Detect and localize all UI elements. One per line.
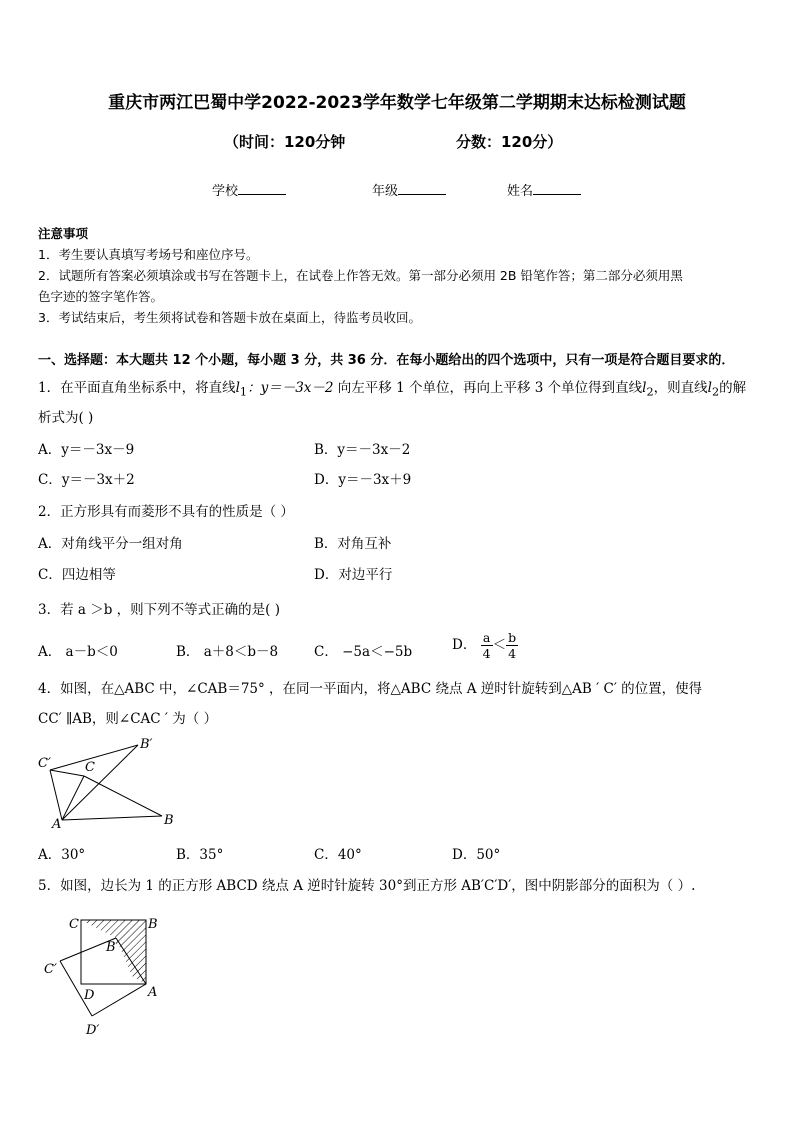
grade-field — [372, 180, 446, 199]
q2-option-c: C．四边相等 — [38, 567, 116, 583]
question-1 — [38, 376, 746, 399]
q4-edge-a-b — [62, 816, 162, 820]
q1-text-c: ，则直线 — [653, 380, 708, 396]
q3-d-prefix: D． — [452, 637, 477, 653]
q3-d-num-a: a — [481, 630, 493, 646]
q4-option-d: D．50° — [452, 847, 501, 863]
q2-option-a: A．对角线平分一组对角 — [38, 536, 183, 552]
exam-score: 分数：120分） — [456, 133, 563, 151]
question-3: 3．若 a ＞b ，则下列不等式正确的是( ) — [38, 602, 280, 618]
q3-d-num-b: b — [508, 630, 517, 645]
q1-option-b: B．y＝－3x－2 — [314, 442, 411, 458]
q3-d-frac-a — [481, 630, 493, 661]
q5-edge-dprime-a — [92, 984, 146, 1016]
notice-item-2: 2．试题所有答案必须填涂或书写在答题卡上，在试卷上作答无效。第一部分必须用 2B 铅笔作答；第二部分必须用黑 — [38, 268, 683, 283]
school-label: 学校 — [212, 184, 239, 199]
grade-label: 年级 — [372, 184, 399, 199]
q5-label-b: B — [148, 917, 158, 932]
q3-d-den-b: 4 — [508, 646, 517, 661]
q4-edge-cprime-c — [50, 770, 84, 776]
exam-title: 重庆市两江巴蜀中学2022-2023学年数学七年级第二学期期末达标检测试题 — [108, 93, 686, 113]
q1-option-a: A．y＝－3x－9 — [38, 442, 135, 458]
section-heading: 一、选择题：本大题共 12 个小题，每小题 3 分，共 36 分．在每小题给出的四个选项中，只有一项是符合题目要求的． — [38, 353, 735, 368]
q4-option-c: C．40° — [314, 847, 362, 863]
q1-l2: l — [642, 380, 647, 396]
q5-label-c: C — [69, 917, 79, 932]
q4-label-b: B — [164, 813, 174, 828]
q4-edge-cprime-a — [50, 770, 62, 820]
school-field — [212, 180, 286, 199]
q1-equation: ：y＝－3x－2 — [247, 380, 334, 396]
q5-label-bprime: B′ — [106, 940, 119, 955]
q3-d-den-a: 4 — [482, 646, 491, 661]
name-blank — [533, 182, 581, 195]
q5-label-d: D — [84, 988, 95, 1003]
q4-figure — [30, 732, 190, 832]
question-4-line1: 4．如图，在△ABC 中，∠CAB＝75° ，在同一平面内，将△ABC 绕点 A 逆时针旋转到△AB ′ C′ 的位置，使得 — [38, 681, 703, 697]
question-5: 5．如图，边长为 1 的正方形 ABCD 绕点 A 逆时针旋转 30°到正方形 AB′C′D′，图中阴影部分的面积为（ ）. — [38, 878, 696, 894]
q3-option-c: C． −5a＜−5b — [314, 644, 413, 660]
exam-time: （时间：120分钟 — [224, 133, 346, 151]
q2-option-d: D．对边平行 — [314, 567, 393, 583]
q1-option-d: D．y＝－3x＋9 — [314, 472, 412, 488]
q4-label-bprime: B′ — [140, 737, 153, 752]
q1-option-c: C．y＝－3x＋2 — [38, 472, 135, 488]
q5-label-dprime: D′ — [86, 1023, 100, 1038]
q1-l2-sub: 2 — [646, 385, 654, 399]
q5-label-a: A — [148, 985, 158, 1000]
notice-title: 注意事项 — [38, 226, 89, 241]
q1-l1: l — [235, 380, 240, 396]
question-4-line2: CC′ ∥AB，则∠CAC ′ 为（ ） — [38, 711, 218, 727]
q3-d-frac-b — [506, 630, 518, 661]
notice-item-2-cont: 色字迹的签字笔作答。 — [38, 289, 164, 304]
q1-l3-sub: 2 — [711, 385, 720, 399]
q1-text-b: 向左平移 1 个单位，再向上平移 3 个单位得到直线 — [333, 380, 643, 396]
q2-option-b: B．对角互补 — [314, 536, 392, 552]
question-1-line2: 析式为( ) — [38, 410, 94, 426]
q4-label-cprime: C′ — [38, 756, 51, 771]
q4-option-a: A．30° — [38, 847, 86, 863]
q4-edge-c-b — [84, 776, 162, 816]
school-blank — [238, 182, 286, 195]
notice-item-1: 1．考生要认真填写考场号和座位序号。 — [38, 247, 259, 262]
q4-option-b: B．35° — [176, 847, 224, 863]
notice-item-3: 3．考试结束后，考生须将试卷和答题卡放在桌面上，待监考员收回。 — [38, 310, 421, 325]
q1-text-d: 的解 — [719, 380, 747, 396]
q1-l3: l — [707, 380, 712, 396]
q3-option-b: B． a＋8＜b－8 — [176, 644, 279, 660]
q1-text-a: 1．在平面直角坐标系中，将直线 — [38, 380, 236, 396]
q4-edge-c-a — [62, 776, 84, 820]
q3-option-a: A． a－b＜0 — [38, 644, 118, 660]
q5-label-cprime: C′ — [44, 962, 57, 977]
grade-blank — [398, 182, 446, 195]
q4-label-a: A — [52, 817, 62, 832]
name-label: 姓名 — [507, 184, 534, 199]
q5-figure — [40, 906, 170, 1046]
name-field — [507, 180, 581, 199]
q3-d-relation: ＜ — [492, 637, 507, 653]
q1-l1-sub: 1 — [239, 385, 248, 399]
q3-option-d — [452, 630, 518, 661]
q4-label-c: C — [85, 760, 95, 775]
question-2: 2．正方形具有而菱形不具有的性质是（ ） — [38, 504, 294, 520]
